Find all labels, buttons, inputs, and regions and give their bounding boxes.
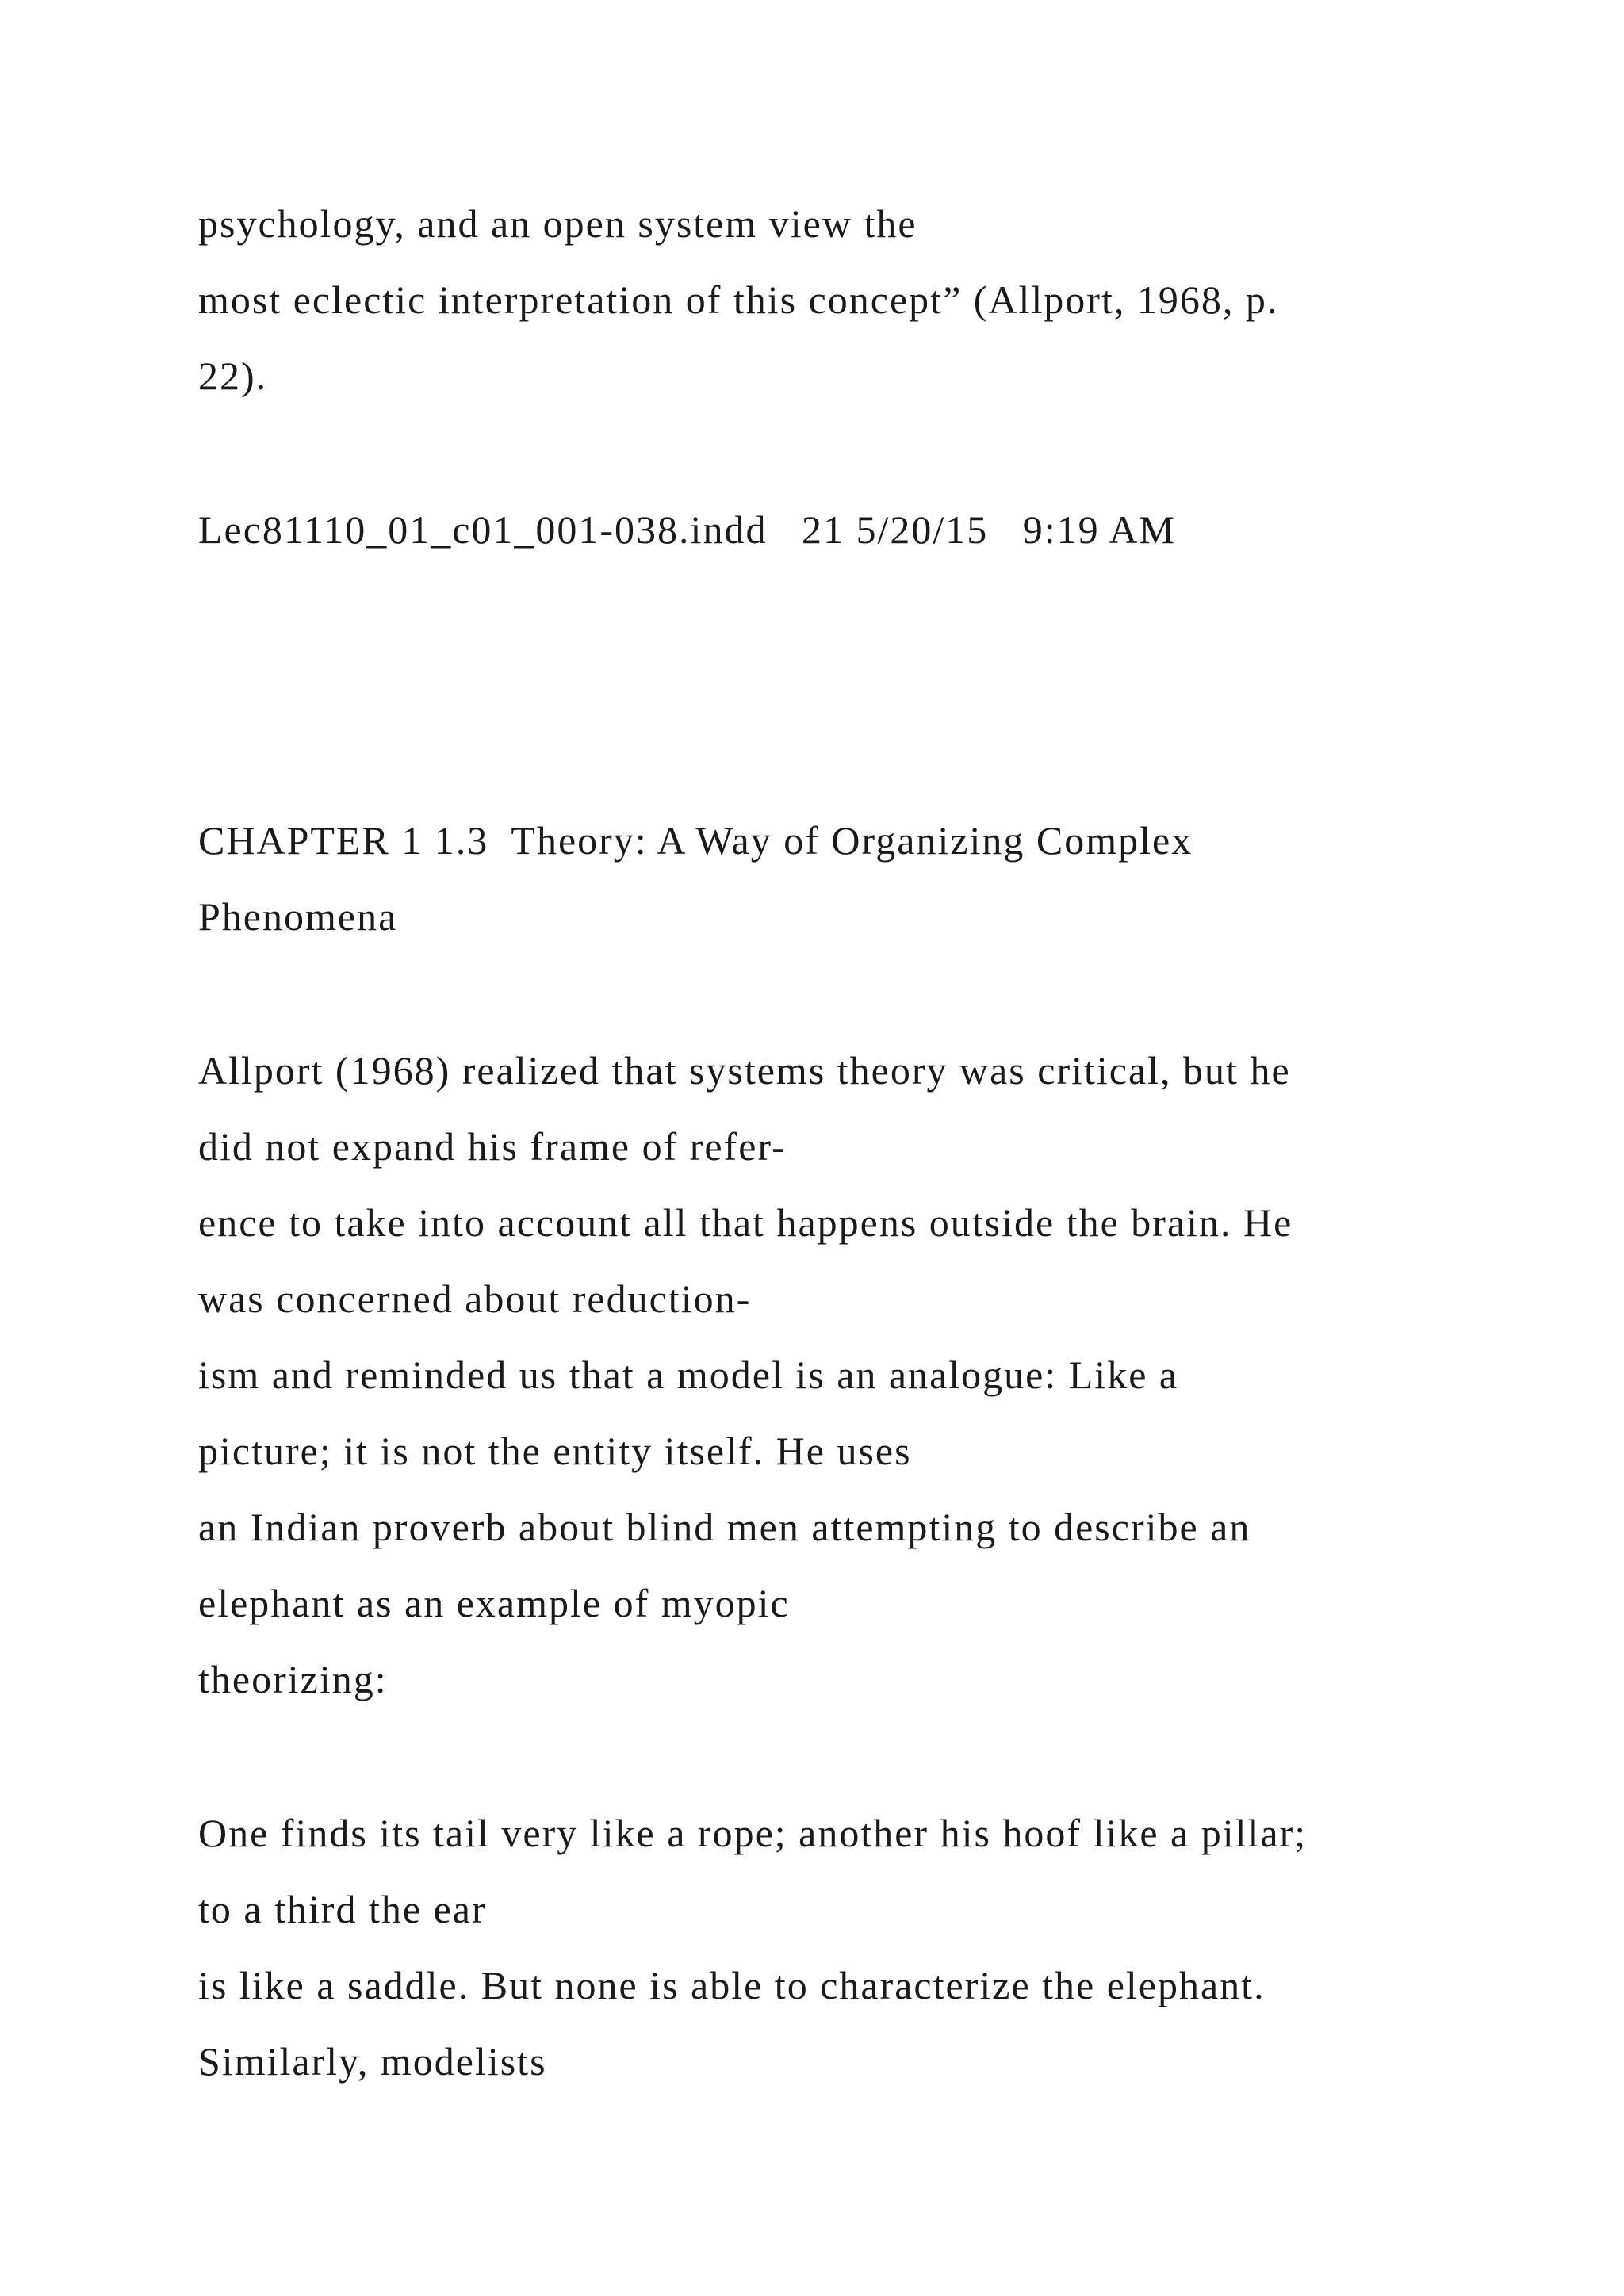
- text-line: 22).: [198, 354, 268, 398]
- paragraph-line: theorizing:: [198, 1657, 388, 1701]
- quote-line: One finds its tail very like a rope; another his hoof like a pillar;: [198, 1811, 1308, 1855]
- file-slug-line: Lec81110_01_c01_001-038.indd 21 5/20/15 9:19 AM: [198, 507, 1176, 552]
- text-line: most eclectic interpretation of this concept” (Allport, 1968, p.: [198, 277, 1279, 322]
- paragraph-line: ism and reminded us that a model is an analogue: Like a: [198, 1353, 1179, 1397]
- paragraph-line: ence to take into account all that happens outside the brain. He: [198, 1200, 1293, 1245]
- quote-line: Similarly, modelists: [198, 2039, 547, 2084]
- paragraph-line: an Indian proverb about blind men attempting to describe an: [198, 1505, 1251, 1549]
- quote-line: to a third the ear: [198, 1887, 487, 1931]
- paragraph-line: did not expand his frame of refer-: [198, 1124, 787, 1169]
- quote-line: is like a saddle. But none is able to characterize the elephant.: [198, 1963, 1266, 2007]
- chapter-heading-line: CHAPTER 1 1.3 Theory: A Way of Organizing Complex: [198, 818, 1193, 863]
- chapter-heading-line: Phenomena: [198, 894, 398, 939]
- paragraph-line: was concerned about reduction-: [198, 1276, 752, 1321]
- paragraph-line: Allport (1968) realized that systems theory was critical, but he: [198, 1048, 1291, 1093]
- text-line: psychology, and an open system view the: [198, 201, 917, 246]
- paragraph-line: elephant as an example of myopic: [198, 1581, 790, 1625]
- paragraph-line: picture; it is not the entity itself. He uses: [198, 1429, 912, 1473]
